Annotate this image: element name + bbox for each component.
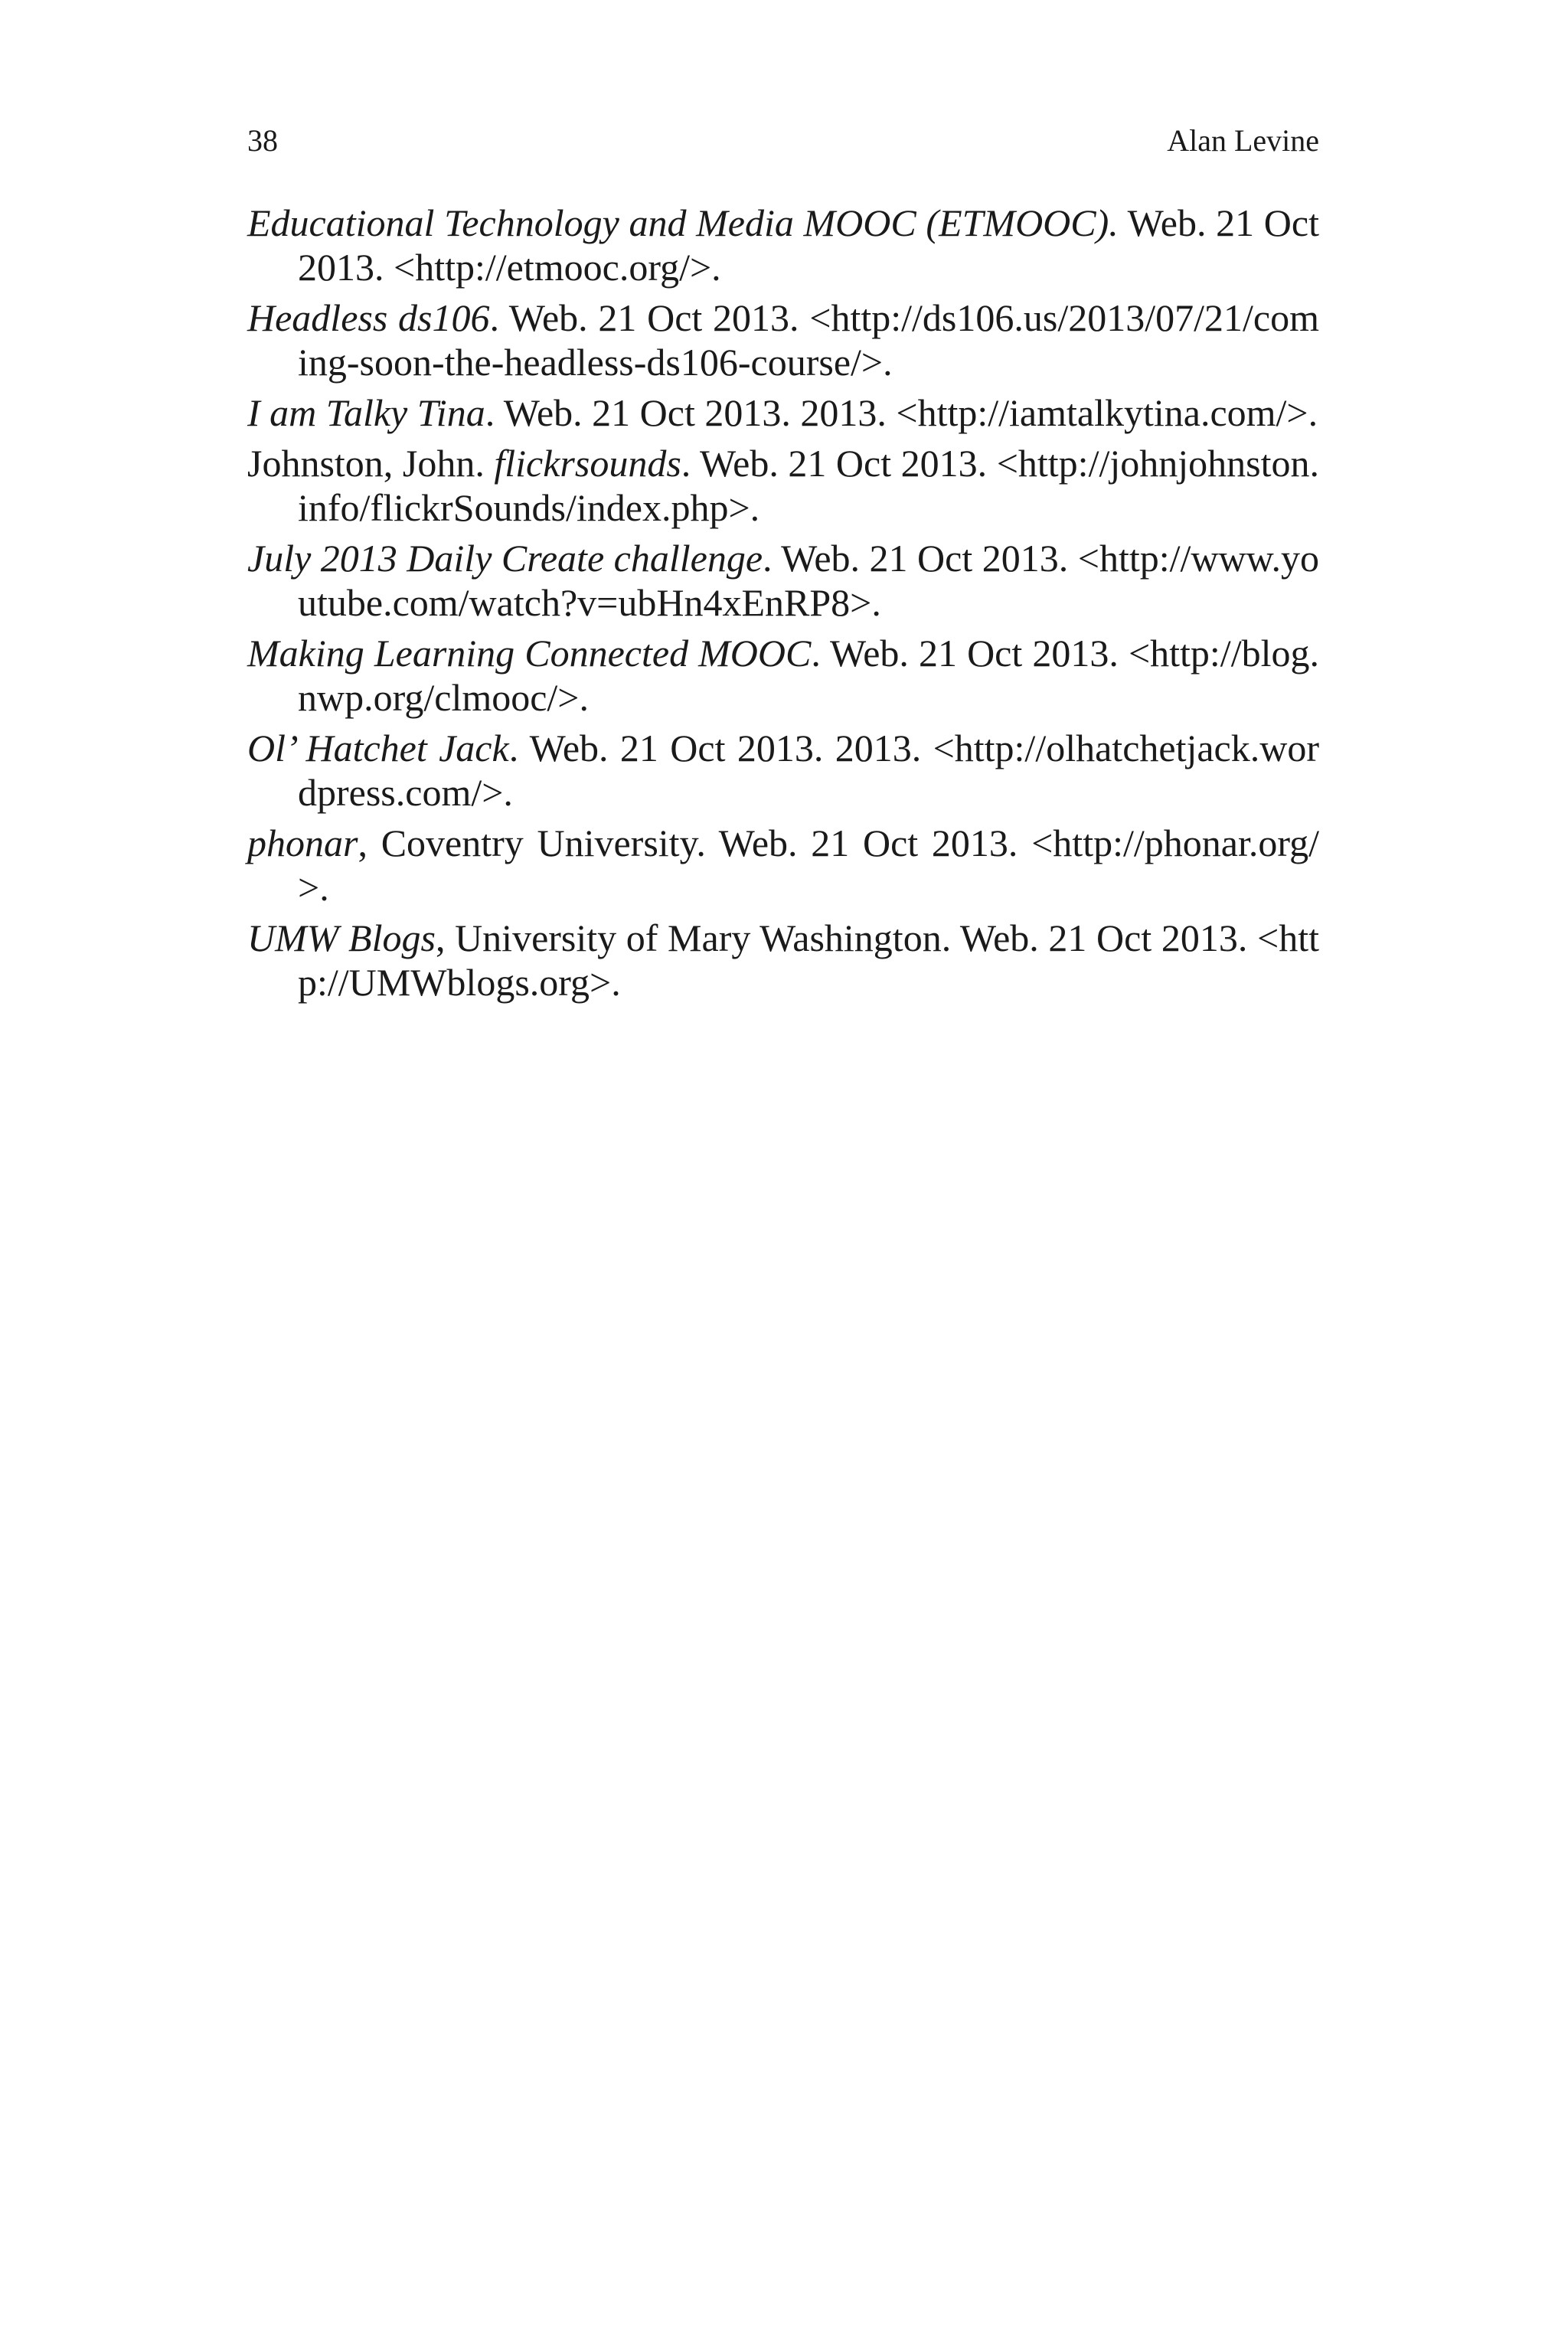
entry-details: , University of Mary Washington. Web. 21 Oct 2013. <box>435 916 1258 959</box>
entry-title: UMW Blogs <box>247 916 436 959</box>
entry-url: <http://UMWblogs.org>. <box>298 916 1319 1004</box>
bibliography-entry <box>247 916 1319 1004</box>
page-header <box>247 121 1319 161</box>
entry-details: , Coventry University. Web. 21 Oct 2013. <box>358 822 1032 864</box>
entry-details: . Web. 21 Oct 2013. <box>811 632 1129 675</box>
book-page <box>247 121 1319 1011</box>
entry-details: . Web. 21 Oct 2013. <box>489 296 810 339</box>
entry-details: . Web. 21 Oct 2013. 2013. <box>508 727 933 769</box>
page-number: 38 <box>247 123 278 158</box>
entry-details: . Web. 21 Oct 2013. <box>763 537 1078 580</box>
entry-author: Johnston, John. <box>247 442 495 485</box>
bibliography-entry <box>247 390 1319 435</box>
entry-title: Making Learning Connected MOOC <box>247 632 812 675</box>
entry-url: <http://iamtalkytina.com/>. <box>896 391 1318 434</box>
entry-title: July 2013 Daily Create challenge <box>247 537 763 580</box>
entry-title: Ol’ Hatchet Jack <box>247 727 509 769</box>
entry-url: <http://olhatchetjack.wordpress.com/>. <box>298 727 1320 814</box>
entry-url: <http://ds106.us/2013/07/21/coming-soon-the-headless-ds106-course/>. <box>298 296 1319 384</box>
bibliography-entry <box>247 296 1319 384</box>
entry-title: Educational Technology and Media MOOC (ETMOOC). <box>247 201 1119 244</box>
entry-url: <http://www.youtube.com/watch?v=ubHn4xEnRP8>. <box>298 537 1319 624</box>
bibliography-entry <box>247 631 1319 720</box>
entry-url: <http://phonar.org/>. <box>298 822 1319 909</box>
entry-title: flickrsounds <box>494 442 681 485</box>
entry-details: Web. 21 Oct 2013. <box>298 201 1319 289</box>
bibliography-entry <box>247 821 1319 910</box>
entry-title: I am Talky Tina <box>247 391 485 434</box>
bibliography-entry <box>247 201 1319 289</box>
entry-title: phonar <box>247 822 358 864</box>
entry-url: <http://johnjohnston.info/flickrSounds/index.php>. <box>298 442 1319 529</box>
entry-details: . Web. 21 Oct 2013. 2013. <box>485 391 897 434</box>
bibliography-entry <box>247 536 1319 625</box>
entry-url: <http://blog.nwp.org/clmooc/>. <box>298 632 1319 719</box>
bibliography-entry <box>247 441 1319 530</box>
entry-title: Headless ds106 <box>247 296 490 339</box>
entry-details: . Web. 21 Oct 2013. <box>681 442 997 485</box>
entry-url: <http://etmooc.org/>. <box>394 246 721 289</box>
bibliography-entry <box>247 726 1319 815</box>
bibliography-list <box>247 201 1319 1004</box>
running-head: Alan Levine <box>1167 123 1319 158</box>
